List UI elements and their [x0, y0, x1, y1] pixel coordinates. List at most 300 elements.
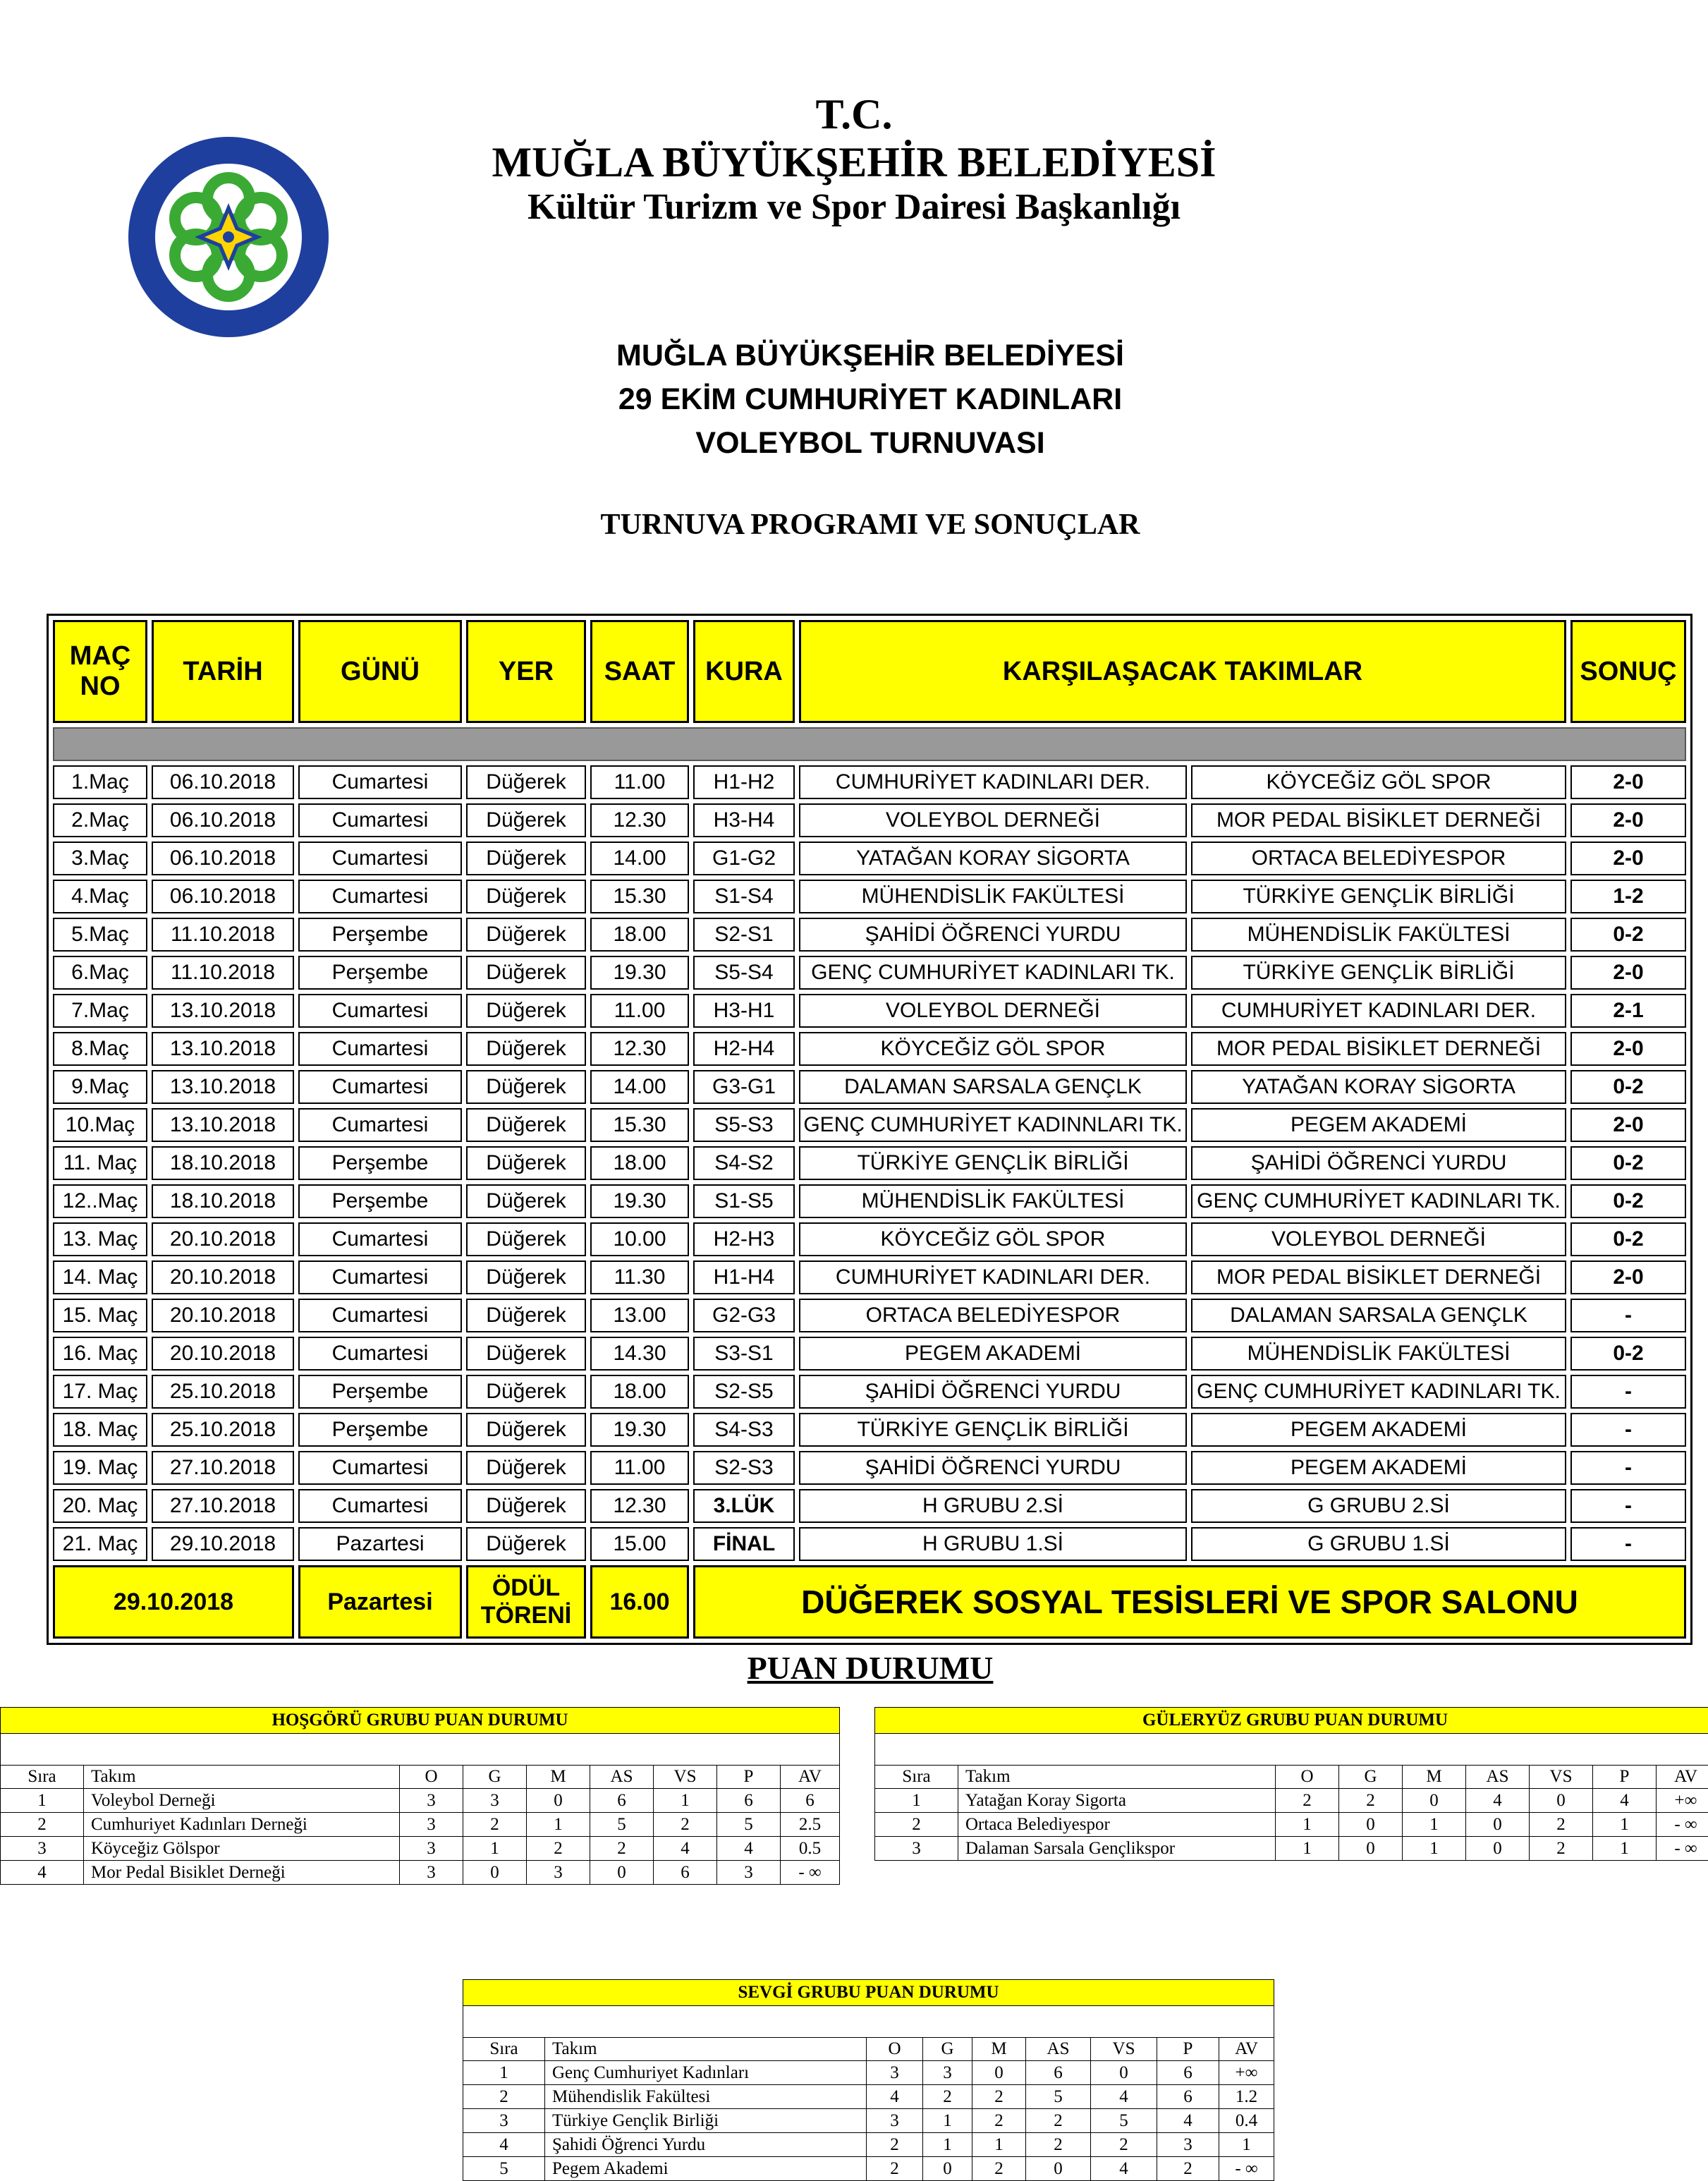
- match-kura: S1-S5: [693, 1184, 795, 1218]
- match-day: Cumartesi: [298, 1260, 462, 1294]
- match-kura: G1-G2: [693, 842, 795, 875]
- standings-cell: 0: [1026, 2157, 1091, 2181]
- standings-cell: 0: [1339, 1813, 1403, 1837]
- match-date: 29.10.2018: [152, 1527, 294, 1561]
- match-result: 2-0: [1570, 1032, 1686, 1066]
- match-time: 18.00: [590, 1375, 689, 1409]
- ceremony-event: [466, 1565, 586, 1639]
- team-home: DALAMAN SARSALA GENÇLK: [799, 1070, 1187, 1104]
- team-away: GENÇ CUMHURİYET KADINLARI TK.: [1191, 1375, 1566, 1409]
- standings-col-header: O: [400, 1766, 463, 1789]
- match-time: 11.00: [590, 765, 689, 799]
- match-no: 4.Maç: [53, 880, 147, 913]
- match-row: [53, 1337, 1686, 1371]
- team-home: VOLEYBOL DERNEĞİ: [799, 994, 1187, 1028]
- team-away: G GRUBU 1.Sİ: [1191, 1527, 1566, 1561]
- standings-cell: 0: [972, 2061, 1026, 2085]
- match-date: 25.10.2018: [152, 1375, 294, 1409]
- standings-header-row: [875, 1766, 1708, 1789]
- standings-cell: 2: [1026, 2109, 1091, 2133]
- standings-col-header: P: [717, 1766, 781, 1789]
- standings-cell: 1.2: [1219, 2085, 1274, 2109]
- team-name: Ortaca Belediyespor: [958, 1813, 1276, 1837]
- standings-col-header: G: [463, 1766, 527, 1789]
- standings-row: [463, 2061, 1274, 2085]
- match-place: Düğerek: [466, 1146, 586, 1180]
- standings-cell: 0.5: [781, 1837, 840, 1861]
- match-result: 2-0: [1570, 765, 1686, 799]
- match-no: 9.Maç: [53, 1070, 147, 1104]
- team-away: PEGEM AKADEMİ: [1191, 1108, 1566, 1142]
- standings-cell: 3: [400, 1837, 463, 1861]
- match-place: Düğerek: [466, 1451, 586, 1485]
- match-time: 15.00: [590, 1527, 689, 1561]
- match-kura: H1-H2: [693, 765, 795, 799]
- standings-cell: - ∞: [781, 1861, 840, 1885]
- standings-col-header: AV: [1657, 1766, 1708, 1789]
- match-result: 2-0: [1570, 842, 1686, 875]
- blank-cell: [1, 1734, 840, 1766]
- match-time: 18.00: [590, 1146, 689, 1180]
- standings-cell: +∞: [1657, 1789, 1708, 1813]
- standings-cell: 1: [923, 2109, 972, 2133]
- standings-cell: 5: [717, 1813, 781, 1837]
- match-result: 0-2: [1570, 918, 1686, 952]
- group-title-row: [463, 1980, 1274, 2006]
- standings-cell: 1: [1403, 1813, 1466, 1837]
- event-title-line3: VOLEYBOL TURNUVASI: [0, 426, 1708, 461]
- team-away: KÖYCEĞİZ GÖL SPOR: [1191, 765, 1566, 799]
- team-name: Pegem Akademi: [545, 2157, 867, 2181]
- match-kura: G2-G3: [693, 1299, 795, 1332]
- team-away: G GRUBU 2.Sİ: [1191, 1489, 1566, 1523]
- standings-row: [463, 2109, 1274, 2133]
- match-kura: H1-H4: [693, 1260, 795, 1294]
- standings-cell: 0: [923, 2157, 972, 2181]
- team-name: Cumhuriyet Kadınları Derneği: [84, 1813, 400, 1837]
- standings-cell: 2: [867, 2133, 923, 2157]
- team-name: Voleybol Derneği: [84, 1789, 400, 1813]
- standings-row: [1, 1789, 840, 1813]
- match-place: Düğerek: [466, 1337, 586, 1371]
- standings-cell: 4: [654, 1837, 717, 1861]
- match-result: 0-2: [1570, 1146, 1686, 1180]
- match-day: Cumartesi: [298, 994, 462, 1028]
- match-result: -: [1570, 1413, 1686, 1447]
- team-away: MÜHENDİSLİK FAKÜLTESİ: [1191, 918, 1566, 952]
- team-home: CUMHURİYET KADINLARI DER.: [799, 1260, 1187, 1294]
- match-no: 6.Maç: [53, 956, 147, 990]
- standings-cell: 3: [1, 1837, 84, 1861]
- standings-cell: 1: [923, 2133, 972, 2157]
- match-place: Düğerek: [466, 1527, 586, 1561]
- standings-cell: 6: [781, 1789, 840, 1813]
- standings-col-header: Takım: [84, 1766, 400, 1789]
- ceremony-row: [53, 1565, 1686, 1639]
- standings-cell: 2: [1339, 1789, 1403, 1813]
- team-name: Mühendislik Fakültesi: [545, 2085, 867, 2109]
- ceremony-time: 16.00: [590, 1565, 689, 1639]
- header-tc: T.C.: [0, 90, 1708, 139]
- match-place: Düğerek: [466, 994, 586, 1028]
- standings-cell: - ∞: [1657, 1813, 1708, 1837]
- match-no: 13. Maç: [53, 1222, 147, 1256]
- match-row: [53, 1260, 1686, 1294]
- match-date: 27.10.2018: [152, 1451, 294, 1485]
- team-home: ŞAHİDİ ÖĞRENCİ YURDU: [799, 918, 1187, 952]
- team-away: PEGEM AKADEMİ: [1191, 1451, 1566, 1485]
- match-day: Cumartesi: [298, 1451, 462, 1485]
- match-row: [53, 1032, 1686, 1066]
- standings-col-header: Takım: [958, 1766, 1276, 1789]
- standings-col-header: P: [1593, 1766, 1657, 1789]
- match-place: Düğerek: [466, 1032, 586, 1066]
- standings-col-header: P: [1157, 2038, 1219, 2061]
- match-place: Düğerek: [466, 1070, 586, 1104]
- match-row: [53, 842, 1686, 875]
- match-no: 21. Maç: [53, 1527, 147, 1561]
- match-day: Cumartesi: [298, 1489, 462, 1523]
- match-date: 06.10.2018: [152, 842, 294, 875]
- match-day: Perşembe: [298, 1375, 462, 1409]
- standings-cell: 6: [1157, 2085, 1219, 2109]
- match-date: 20.10.2018: [152, 1337, 294, 1371]
- standings-col-header: Sıra: [875, 1766, 958, 1789]
- standings-col-header: O: [867, 2038, 923, 2061]
- standings-cell: 1: [1276, 1813, 1339, 1837]
- standings-col-header: VS: [654, 1766, 717, 1789]
- standings-cell: 0: [590, 1861, 654, 1885]
- team-home: YATAĞAN KORAY SİGORTA: [799, 842, 1187, 875]
- standings-cell: 2: [1, 1813, 84, 1837]
- match-day: Pazartesi: [298, 1527, 462, 1561]
- match-kura: S5-S3: [693, 1108, 795, 1142]
- match-result: 2-0: [1570, 1108, 1686, 1142]
- blank-cell: [463, 2006, 1274, 2038]
- standings-cell: 0.4: [1219, 2109, 1274, 2133]
- standings-col-header: M: [527, 1766, 590, 1789]
- team-away: DALAMAN SARSALA GENÇLK: [1191, 1299, 1566, 1332]
- match-no: 1.Maç: [53, 765, 147, 799]
- match-date: 13.10.2018: [152, 1108, 294, 1142]
- match-row: [53, 1070, 1686, 1104]
- standings-col-header: AV: [781, 1766, 840, 1789]
- match-time: 12.30: [590, 803, 689, 837]
- match-row: [53, 1527, 1686, 1561]
- standings-cell: 1: [463, 1837, 527, 1861]
- standings-cell: 0: [1091, 2061, 1157, 2085]
- standings-row: [463, 2133, 1274, 2157]
- match-time: 15.30: [590, 1108, 689, 1142]
- standings-cell: 2: [867, 2157, 923, 2181]
- standings-cell: 5: [463, 2157, 545, 2181]
- standings-cell: 6: [1157, 2061, 1219, 2085]
- standings-cell: 3: [527, 1861, 590, 1885]
- match-row: [53, 803, 1686, 837]
- team-away: TÜRKİYE GENÇLİK BİRLİĞİ: [1191, 880, 1566, 913]
- match-kura: H3-H1: [693, 994, 795, 1028]
- match-time: 19.30: [590, 1413, 689, 1447]
- match-row: [53, 994, 1686, 1028]
- standings-col-header: VS: [1091, 2038, 1157, 2061]
- standings-col-header: M: [972, 2038, 1026, 2061]
- standings-cell: 4: [867, 2085, 923, 2109]
- standings-cell: 6: [654, 1861, 717, 1885]
- match-day: Perşembe: [298, 918, 462, 952]
- standings-cell: 5: [1026, 2085, 1091, 2109]
- match-row: [53, 956, 1686, 990]
- match-kura: FİNAL: [693, 1527, 795, 1561]
- match-date: 11.10.2018: [152, 956, 294, 990]
- standings-cell: - ∞: [1219, 2157, 1274, 2181]
- standings-cell: 2: [972, 2085, 1026, 2109]
- ceremony-event-line1: ÖDÜL: [492, 1574, 560, 1601]
- hosgoru-standings-table: [0, 1707, 840, 1885]
- standings-cell: 2: [1026, 2133, 1091, 2157]
- match-date: 13.10.2018: [152, 1070, 294, 1104]
- standings-cell: 2: [1157, 2157, 1219, 2181]
- col-takimlar: KARŞILAŞACAK TAKIMLAR: [799, 620, 1566, 723]
- col-saat: SAAT: [590, 620, 689, 723]
- standings-cell: 2: [923, 2085, 972, 2109]
- standings-col-header: M: [1403, 1766, 1466, 1789]
- match-place: Düğerek: [466, 956, 586, 990]
- match-result: 1-2: [1570, 880, 1686, 913]
- standings-cell: 2: [590, 1837, 654, 1861]
- standings-cell: 0: [463, 1861, 527, 1885]
- team-away: MOR PEDAL BİSİKLET DERNEĞİ: [1191, 803, 1566, 837]
- team-home: VOLEYBOL DERNEĞİ: [799, 803, 1187, 837]
- standings-cell: 2: [972, 2109, 1026, 2133]
- match-date: 13.10.2018: [152, 1032, 294, 1066]
- standings-cell: 3: [400, 1861, 463, 1885]
- match-place: Düğerek: [466, 1489, 586, 1523]
- standings-col-header: AS: [590, 1766, 654, 1789]
- match-result: 2-0: [1570, 803, 1686, 837]
- standings-cell: 3: [875, 1837, 958, 1861]
- standings-header-row: [1, 1766, 840, 1789]
- standings-cell: 4: [1, 1861, 84, 1885]
- standings-cell: 3: [463, 2109, 545, 2133]
- standings-cell: 4: [1157, 2109, 1219, 2133]
- match-date: 20.10.2018: [152, 1299, 294, 1332]
- match-no: 10.Maç: [53, 1108, 147, 1142]
- standings-cell: 0: [1530, 1789, 1593, 1813]
- team-home: ŞAHİDİ ÖĞRENCİ YURDU: [799, 1451, 1187, 1485]
- ceremony-venue: DÜĞEREK SOSYAL TESİSLERİ VE SPOR SALONU: [693, 1565, 1686, 1639]
- standings-cell: 0: [527, 1789, 590, 1813]
- standings-cell: 3: [717, 1861, 781, 1885]
- standings-cell: 3: [400, 1789, 463, 1813]
- match-time: 12.30: [590, 1489, 689, 1523]
- team-away: ŞAHİDİ ÖĞRENCİ YURDU: [1191, 1146, 1566, 1180]
- match-time: 15.30: [590, 880, 689, 913]
- match-time: 19.30: [590, 1184, 689, 1218]
- standings-cell: 2: [463, 1813, 527, 1837]
- match-day: Perşembe: [298, 1413, 462, 1447]
- standings-col-header: AS: [1026, 2038, 1091, 2061]
- match-place: Düğerek: [466, 803, 586, 837]
- match-row: [53, 880, 1686, 913]
- standings-cell: 4: [1091, 2085, 1157, 2109]
- match-place: Düğerek: [466, 1108, 586, 1142]
- standings-cell: 2: [463, 2085, 545, 2109]
- match-day: Perşembe: [298, 1184, 462, 1218]
- match-kura: S3-S1: [693, 1337, 795, 1371]
- match-no: 18. Maç: [53, 1413, 147, 1447]
- match-place: Düğerek: [466, 1299, 586, 1332]
- standings-cell: 6: [717, 1789, 781, 1813]
- match-row: [53, 918, 1686, 952]
- match-time: 18.00: [590, 918, 689, 952]
- match-result: 0-2: [1570, 1222, 1686, 1256]
- match-kura: S4-S3: [693, 1413, 795, 1447]
- match-row: [53, 1489, 1686, 1523]
- match-result: -: [1570, 1489, 1686, 1523]
- standings-cell: 0: [1466, 1837, 1530, 1861]
- match-kura: S2-S3: [693, 1451, 795, 1485]
- match-no: 19. Maç: [53, 1451, 147, 1485]
- standings-row: [875, 1813, 1708, 1837]
- match-result: 2-1: [1570, 994, 1686, 1028]
- match-result: 2-0: [1570, 1260, 1686, 1294]
- program-subtitle: TURNUVA PROGRAMI VE SONUÇLAR: [0, 508, 1708, 542]
- group-title: GÜLERYÜZ GRUBU PUAN DURUMU: [875, 1708, 1708, 1734]
- standings-row: [1, 1813, 840, 1837]
- col-tarih: TARİH: [152, 620, 294, 723]
- separator-row: [53, 727, 1686, 761]
- standings-cell: 2: [654, 1813, 717, 1837]
- standings-cell: 2.5: [781, 1813, 840, 1837]
- col-sonuc: SONUÇ: [1570, 620, 1686, 723]
- match-day: Cumartesi: [298, 1032, 462, 1066]
- team-home: TÜRKİYE GENÇLİK BİRLİĞİ: [799, 1413, 1187, 1447]
- match-result: 0-2: [1570, 1184, 1686, 1218]
- team-away: ORTACA BELEDİYESPOR: [1191, 842, 1566, 875]
- match-kura: G3-G1: [693, 1070, 795, 1104]
- team-away: YATAĞAN KORAY SİGORTA: [1191, 1070, 1566, 1104]
- match-no: 15. Maç: [53, 1299, 147, 1332]
- team-name: Mor Pedal Bisiklet Derneği: [84, 1861, 400, 1885]
- match-row: [53, 1299, 1686, 1332]
- match-date: 25.10.2018: [152, 1413, 294, 1447]
- match-no: 7.Maç: [53, 994, 147, 1028]
- standings-cell: 0: [1339, 1837, 1403, 1861]
- team-home: CUMHURİYET KADINLARI DER.: [799, 765, 1187, 799]
- standings-row: [875, 1789, 1708, 1813]
- match-kura: H2-H3: [693, 1222, 795, 1256]
- group-title-row: [1, 1708, 840, 1734]
- standings-cell: 1: [1593, 1813, 1657, 1837]
- match-row: [53, 1184, 1686, 1218]
- match-result: -: [1570, 1527, 1686, 1561]
- match-date: 11.10.2018: [152, 918, 294, 952]
- group-title: HOŞGÖRÜ GRUBU PUAN DURUMU: [1, 1708, 840, 1734]
- match-time: 14.30: [590, 1337, 689, 1371]
- standings-row: [1, 1861, 840, 1885]
- match-kura: S4-S2: [693, 1146, 795, 1180]
- standings-col-header: O: [1276, 1766, 1339, 1789]
- match-date: 06.10.2018: [152, 803, 294, 837]
- standings-cell: 3: [923, 2061, 972, 2085]
- standings-cell: 3: [400, 1813, 463, 1837]
- team-name: Şahidi Öğrenci Yurdu: [545, 2133, 867, 2157]
- standings-cell: 3: [867, 2061, 923, 2085]
- standings-cell: 2: [527, 1837, 590, 1861]
- ceremony-date: 29.10.2018: [53, 1565, 294, 1639]
- standings-cell: 4: [1091, 2157, 1157, 2181]
- match-day: Cumartesi: [298, 1070, 462, 1104]
- standings-header-row: [463, 2038, 1274, 2061]
- standings-cell: 4: [463, 2133, 545, 2157]
- team-away: CUMHURİYET KADINLARI DER.: [1191, 994, 1566, 1028]
- match-time: 10.00: [590, 1222, 689, 1256]
- header-municipality: MUĞLA BÜYÜKŞEHİR BELEDİYESİ: [0, 138, 1708, 187]
- standings-cell: 2: [1091, 2133, 1157, 2157]
- blank-row: [875, 1734, 1708, 1766]
- team-home: MÜHENDİSLİK FAKÜLTESİ: [799, 1184, 1187, 1218]
- blank-cell: [875, 1734, 1708, 1766]
- team-away: MOR PEDAL BİSİKLET DERNEĞİ: [1191, 1032, 1566, 1066]
- match-result: -: [1570, 1375, 1686, 1409]
- match-day: Cumartesi: [298, 1222, 462, 1256]
- team-home: H GRUBU 1.Sİ: [799, 1527, 1187, 1561]
- standings-cell: 2: [1530, 1837, 1593, 1861]
- standings-cell: 1: [1276, 1837, 1339, 1861]
- standings-row: [1, 1837, 840, 1861]
- team-home: H GRUBU 2.Sİ: [799, 1489, 1187, 1523]
- match-kura: S1-S4: [693, 880, 795, 913]
- standings-cell: 6: [590, 1789, 654, 1813]
- schedule-table: [47, 614, 1692, 1645]
- team-name: Köyceğiz Gölspor: [84, 1837, 400, 1861]
- match-place: Düğerek: [466, 880, 586, 913]
- match-kura: H3-H4: [693, 803, 795, 837]
- group-title: SEVGİ GRUBU PUAN DURUMU: [463, 1980, 1274, 2006]
- match-time: 12.30: [590, 1032, 689, 1066]
- standings-cell: 3: [1157, 2133, 1219, 2157]
- team-away: MOR PEDAL BİSİKLET DERNEĞİ: [1191, 1260, 1566, 1294]
- match-place: Düğerek: [466, 1375, 586, 1409]
- match-row: [53, 1451, 1686, 1485]
- match-time: 19.30: [590, 956, 689, 990]
- team-home: GENÇ CUMHURİYET KADINLARI TK.: [799, 956, 1187, 990]
- match-date: 06.10.2018: [152, 880, 294, 913]
- standings-cell: 1: [527, 1813, 590, 1837]
- blank-row: [463, 2006, 1274, 2038]
- match-row: [53, 765, 1686, 799]
- standings-cell: 1: [972, 2133, 1026, 2157]
- match-time: 11.30: [590, 1260, 689, 1294]
- standings-cell: 4: [1466, 1789, 1530, 1813]
- team-away: MÜHENDİSLİK FAKÜLTESİ: [1191, 1337, 1566, 1371]
- match-no: 3.Maç: [53, 842, 147, 875]
- standings-col-header: G: [1339, 1766, 1403, 1789]
- match-kura: 3.LÜK: [693, 1489, 795, 1523]
- match-day: Cumartesi: [298, 1108, 462, 1142]
- standings-col-header: AV: [1219, 2038, 1274, 2061]
- match-kura: H2-H4: [693, 1032, 795, 1066]
- guleryuz-standings-table: [874, 1707, 1708, 1861]
- team-home: PEGEM AKADEMİ: [799, 1337, 1187, 1371]
- ceremony-day: Pazartesi: [298, 1565, 462, 1639]
- col-mac-no: MAÇ NO: [53, 620, 147, 723]
- standings-cell: 1: [1219, 2133, 1274, 2157]
- sevgi-standings-table: [463, 1979, 1274, 2181]
- standings-cell: 0: [1466, 1813, 1530, 1837]
- match-kura: S2-S1: [693, 918, 795, 952]
- event-title-line1: MUĞLA BÜYÜKŞEHİR BELEDİYESİ: [0, 339, 1708, 373]
